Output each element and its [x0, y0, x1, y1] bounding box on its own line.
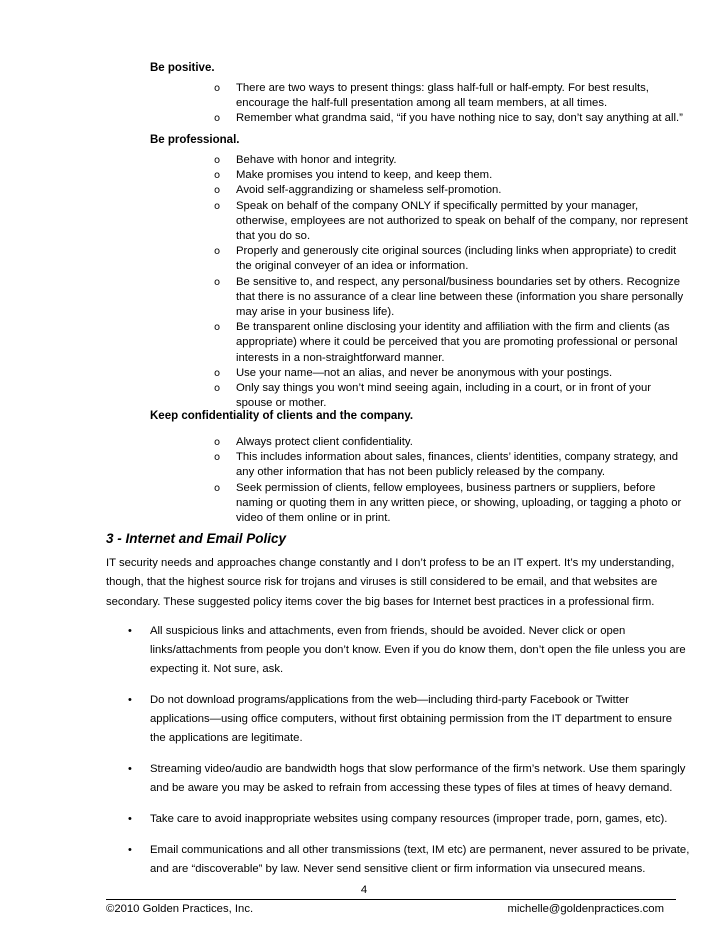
list-item-text: This includes information about sales, finances, clients’ identities, company strategy, and any other information that has not been publicly released by the company. [236, 451, 679, 479]
bullet-dot-icon: • [128, 625, 132, 637]
list-item-text: Properly and generously cite original sources (including links when appropriate) to credit the original conveyer of an idea or information. [236, 245, 677, 273]
section-label-be-professional: Be professional. [150, 134, 240, 146]
bullet-circle-icon: o [214, 113, 221, 125]
list-item [0, 81, 728, 111]
bullet-circle-icon: o [214, 367, 221, 379]
list-item [0, 168, 728, 183]
list-item [0, 199, 728, 245]
bullet-circle-icon: o [214, 185, 221, 197]
list-item-text: Be transparent online disclosing your identity and affiliation with the firm and clients (as appropriate) where it could be perceived that you are promoting professional or personal interests in a non-straightforward manner. [236, 321, 678, 364]
list-item [0, 841, 728, 879]
list-item-text: Avoid self-aggrandizing or shameless self-promotion. [236, 184, 502, 197]
list-item [0, 691, 728, 748]
bullet-dot-icon: • [128, 763, 132, 775]
bullet-circle-icon: o [214, 482, 221, 494]
bullet-circle-icon: o [214, 246, 221, 258]
bullet-circle-icon: o [214, 452, 221, 464]
list-item-text: Email communications and all other transmissions (text, IM etc) are permanent, never assured to be private, and are “discoverable” by law. Never send sensitive client or firm information via unsecured means. [150, 844, 690, 875]
list-item [0, 366, 728, 381]
list-item [0, 450, 728, 480]
be-professional-list [0, 153, 728, 411]
list-item [0, 275, 728, 321]
list-item [0, 244, 728, 274]
list-item [0, 622, 728, 679]
list-item [0, 481, 728, 527]
intro-paragraph: IT security needs and approaches change constantly and I don’t profess to be an IT expert. It’s my understanding, though, that the highest source risk for trojans and viruses is still considered to be email, and that websites are secondary. These suggested policy items cover the big bases for Internet best practices in a professional firm. [106, 557, 675, 608]
list-item [0, 810, 728, 829]
list-item-text: Only say things you won’t mind seeing again, including in a court, or in front of your spouse or mother. [236, 382, 652, 410]
bullet-dot-icon: • [128, 813, 132, 825]
be-positive-list [0, 81, 728, 127]
footer-email: michelle@goldenpractices.com [507, 903, 664, 915]
list-item-text: Do not download programs/applications from the web—including third-party Facebook or Twitter applications—using office computers, without first obtaining permission from the IT department to ensure the applications are legitimate. [150, 694, 673, 744]
bullet-circle-icon: o [214, 83, 221, 94]
bullet-circle-icon: o [214, 437, 221, 448]
bullet-circle-icon: o [214, 383, 221, 395]
bullet-circle-icon: o [214, 155, 221, 166]
bullet-circle-icon: o [214, 200, 221, 212]
list-item [0, 760, 728, 798]
list-item-text: There are two ways to present things: glass half-full or half-empty. For best results, encourage the half-full presentation among all team members, at all times. [236, 82, 649, 110]
list-item-text: Make promises you intend to keep, and keep them. [236, 169, 493, 182]
footer-copyright: ©2010 Golden Practices, Inc. [106, 903, 254, 915]
list-item [0, 435, 728, 450]
section-label-be-positive: Be positive. [150, 62, 215, 74]
list-item-text: Streaming video/audio are bandwidth hogs that slow performance of the firm’s network. Use them sparingly and be aware you may be asked to refrain from accessing these types of files at times of heavy demand. [150, 763, 686, 794]
list-item-text: All suspicious links and attachments, even from friends, should be avoided. Never click or open links/attachments from people you don’t know. Even if you do know them, don’t open the file unless you are expecting it. Not sure, ask. [150, 625, 686, 675]
list-item-text: Remember what grandma said, “if you have nothing nice to say, don’t say anything at all.” [236, 112, 683, 125]
list-item [0, 153, 728, 168]
bullet-circle-icon: o [214, 170, 221, 182]
list-item-text: Always protect client confidentiality. [236, 436, 413, 448]
confidentiality-list [0, 435, 728, 526]
bullet-dot-icon: • [128, 694, 132, 706]
policy-list [0, 622, 728, 879]
list-item [0, 111, 728, 126]
list-item-text: Seek permission of clients, fellow employees, business partners or suppliers, before naming or quoting them in any written piece, or showing, uploading, or tagging a photo or video of them online or in print. [236, 481, 682, 525]
section-heading: 3 - Internet and Email Policy [106, 531, 287, 546]
list-item-text: Take care to avoid inappropriate websites using company resources (improper trade, porn, games, etc). [150, 813, 668, 825]
list-item [0, 320, 728, 366]
bullet-circle-icon: o [214, 276, 221, 288]
bullet-circle-icon: o [214, 322, 221, 334]
list-item-text: Use your name—not an alias, and never be anonymous with your postings. [236, 366, 613, 379]
list-item-text: Behave with honor and integrity. [236, 154, 397, 166]
list-item [0, 381, 728, 411]
list-item-text: Speak on behalf of the company ONLY if specifically permitted by your manager, otherwise, employees are not authorized to speak on behalf of the company, nor represent that you do so. [236, 199, 688, 243]
page-number: 4 [360, 884, 368, 896]
list-item-text: Be sensitive to, and respect, any personal/business boundaries set by others. Recognize that there is no assurance of a clear line between these (information you share personally may arise in your business life). [236, 275, 684, 319]
list-item [0, 183, 728, 198]
section-label-confidentiality: Keep confidentiality of clients and the company. [150, 410, 414, 422]
bullet-dot-icon: • [128, 844, 132, 856]
footer-divider [106, 899, 676, 900]
